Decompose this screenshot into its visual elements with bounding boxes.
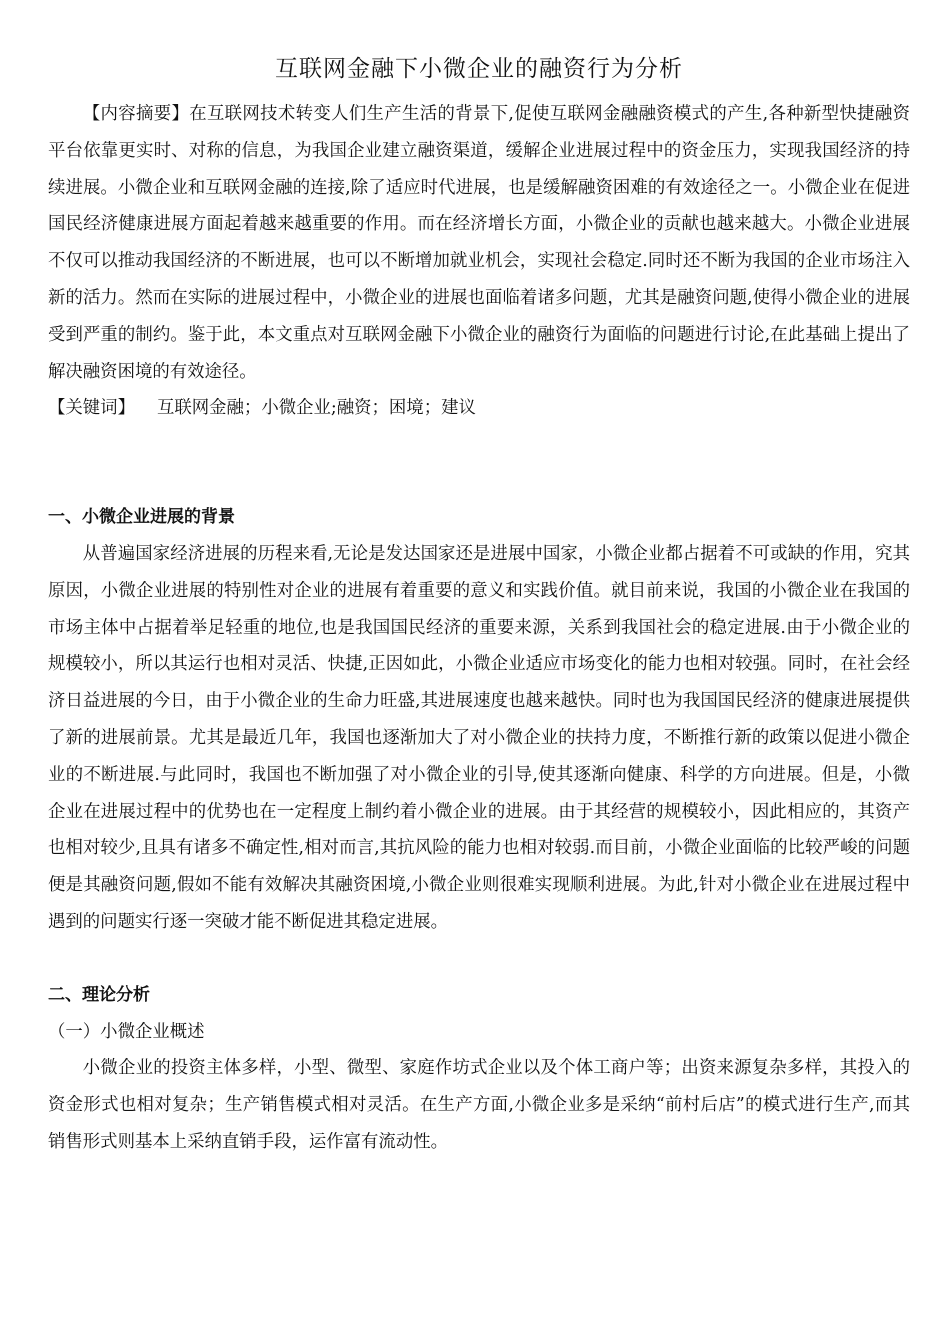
- spacer: [48, 427, 910, 499]
- section-heading-background: 一、小微企业进展的背景: [48, 507, 235, 528]
- spacer: [48, 941, 910, 977]
- abstract-paragraph: 【内容摘要】在互联网技术转变人们生产生活的背景下,促使互联网金融融资模式的产生,各种新型快捷融资平台依靠更实时、对称的信息，为我国企业建立融资渠道，缓解企业进展过程中的资金压力，实现我国经济的持续进展。小微企业和互联网金融的连接,除了适应时代进展，也是缓解融资困难的有效途径之一。小微企业在促进国民经济健康进展方面起着越来越重要的作用。而在经济增长方面，小微企业的贡献也越来越大。小微企业进展不仅可以推动我国经济的不断进展，也可以不断增加就业机会，实现社会稳定.同时还不断为我国的企业市场注入新的活力。然而在实际的进展过程中，小微企业的进展也面临着诸多问题，尤其是融资问题,使得小微企业的进展受到严重的制约。鉴于此，本文重点对互联网金融下小微企业的融资行为面临的问题进行讨论,在此基础上提出了解决融资困境的有效途径。: [48, 104, 910, 382]
- document-page: [48, 52, 910, 1161]
- keywords-label: 【关键词】: [48, 398, 135, 419]
- section-heading-theory: 二、理论分析: [48, 984, 150, 1005]
- keywords-text: 互联网金融；小微企业;融资；困境；建议: [156, 398, 476, 419]
- section-body-background: 从普遍国家经济进展的历程来看,无论是发达国家还是进展中国家，小微企业都占据着不可或缺的作用，究其原因，小微企业进展的特别性对企业的进展有着重要的意义和实践价值。就目前来说，我国的小微企业在我国的市场主体中占据着举足轻重的地位,也是我国国民经济的重要来源，关系到我国社会的稳定进展.由于小微企业的规模较小，所以其运行也相对灵活、快捷,正因如此，小微企业适应市场变化的能力也相对较强。同时，在社会经济日益进展的今日，由于小微企业的生命力旺盛,其进展速度也越来越快。同时也为我国国民经济的健康进展提供了新的进展前景。尤其是最近几年，我国也逐渐加大了对小微企业的扶持力度，不断推行新的政策以促进小微企业的不断进展.与此同时，我国也不断加强了对小微企业的引导,使其逐渐向健康、科学的方向进展。但是，小微企业在进展过程中的优势也在一定程度上制约着小微企业的进展。由于其经营的规模较小，因此相应的，其资产也相对较少,且具有诸多不确定性,相对而言,其抗风险的能力也相对较弱.而目前，小微企业面临的比较严峻的问题便是其融资问题,假如不能有效解决其融资困境,小微企业则很难实现顺利进展。为此,针对小微企业在进展过程中遇到的问题实行逐一突破才能不断促进其稳定进展。: [48, 543, 910, 932]
- document-title: 互联网金融下小微企业的融资行为分析: [275, 56, 683, 82]
- keywords-line: [48, 390, 910, 427]
- subsection-heading-overview: （一）小微企业概述: [48, 1021, 205, 1042]
- subsection-body-overview: 小微企业的投资主体多样，小型、微型、家庭作坊式企业以及个体工商户等；出资来源复杂多样，其投入的资金形式也相对复杂；生产销售模式相对灵活。在生产方面,小微企业多是采纳“前村后店”的模式进行生产,而其销售形式则基本上采纳直销手段，运作富有流动性。: [48, 1058, 910, 1152]
